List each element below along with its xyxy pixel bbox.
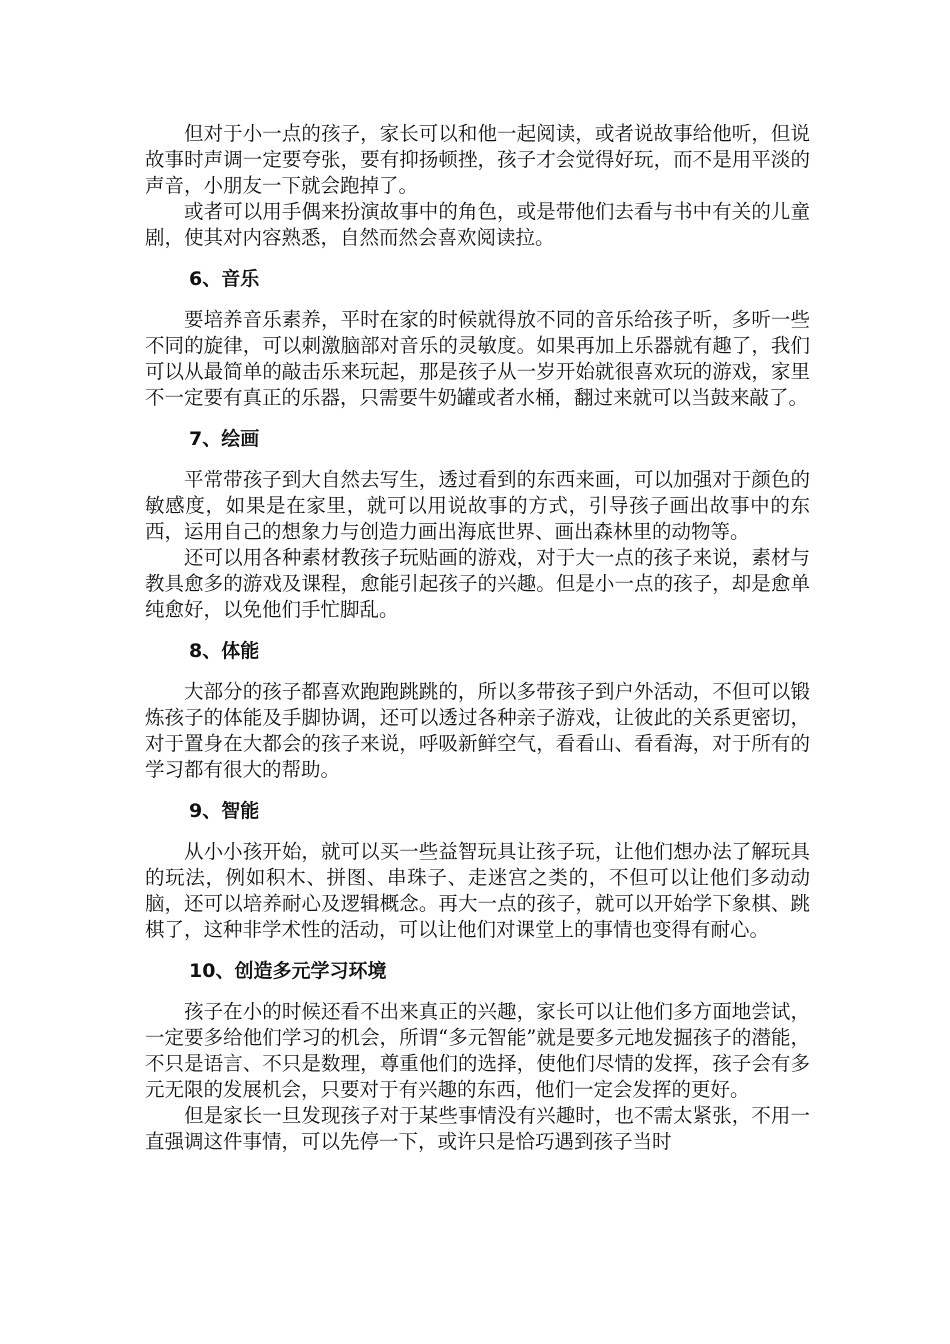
document-body: [145, 121, 810, 1155]
section-heading-environment: 10、创造多元学习环境: [189, 960, 387, 982]
paragraph: 大部分的孩子都喜欢跑跑跳跳的，所以多带孩子到户外活动，不但可以锻炼孩子的体能及手脚协调，还可以透过各种亲子游戏，让彼此的关系更密切，对于置身在大都会的孩子来说，呼吸新鲜空气，看看山、看看海，对于所有的学习都有很大的帮助。: [145, 680, 810, 781]
paragraph: 孩子在小的时候还看不出来真正的兴趣，家长可以让他们多方面地尝试，一定要多给他们学习的机会，所谓“多元智能”就是要多元地发掘孩子的潜能，不只是语言、不只是数理，尊重他们的选择，使他们尽情的发挥，孩子会有多元无限的发展机会，只要对于有兴趣的东西，他们一定会发挥的更好。: [145, 1000, 810, 1101]
paragraph: 还可以用各种素材教孩子玩贴画的游戏，对于大一点的孩子来说，素材与教具愈多的游戏及课程，愈能引起孩子的兴趣。但是小一点的孩子，却是愈单纯愈好，以免他们手忙脚乱。: [145, 546, 810, 621]
paragraph: 或者可以用手偶来扮演故事中的角色，或是带他们去看与书中有关的儿童剧，使其对内容熟悉，自然而然会喜欢阅读拉。: [145, 200, 810, 249]
section-heading-intelligence: 9、智能: [189, 800, 260, 822]
paragraph: 但对于小一点的孩子，家长可以和他一起阅读，或者说故事给他听，但说故事时声调一定要夸张，要有抑扬顿挫，孩子才会觉得好玩，而不是用平淡的声音，小朋友一下就会跑掉了。: [145, 122, 810, 197]
section-heading-music: 6、音乐: [189, 268, 260, 290]
section-heading-drawing: 7、绘画: [189, 428, 260, 450]
paragraph: 平常带孩子到大自然去写生，透过看到的东西来画，可以加强对于颜色的敏感度，如果是在家里，就可以用说故事的方式，引导孩子画出故事中的东西，运用自己的想象力与创造力画出海底世界、画出森林里的动物等。: [145, 468, 810, 543]
paragraph: 要培养音乐素养，平时在家的时候就得放不同的音乐给孩子听，多听一些不同的旋律，可以刺激脑部对音乐的灵敏度。如果再加上乐器就有趣了，我们可以从最简单的敲击乐来玩起，那是孩子从一岁开始就很喜欢玩的游戏，家里不一定要有真正的乐器，只需要牛奶罐或者水桶，翻过来就可以当鼓来敲了。: [145, 308, 810, 409]
paragraph: 但是家长一旦发现孩子对于某些事情没有兴趣时，也不需太紧张，不用一直强调这件事情，可以先停一下，或许只是恰巧遇到孩子当时: [145, 1104, 810, 1153]
section-heading-physical: 8、体能: [189, 640, 260, 662]
paragraph: 从小小孩开始，就可以买一些益智玩具让孩子玩，让他们想办法了解玩具的玩法，例如积木、拼图、串珠子、走迷宫之类的，不但可以让他们多动动脑，还可以培养耐心及逻辑概念。再大一点的孩子，就可以开始学下象棋、跳棋了，这种非学术性的活动，可以让他们对课堂上的事情也变得有耐心。: [145, 840, 810, 941]
